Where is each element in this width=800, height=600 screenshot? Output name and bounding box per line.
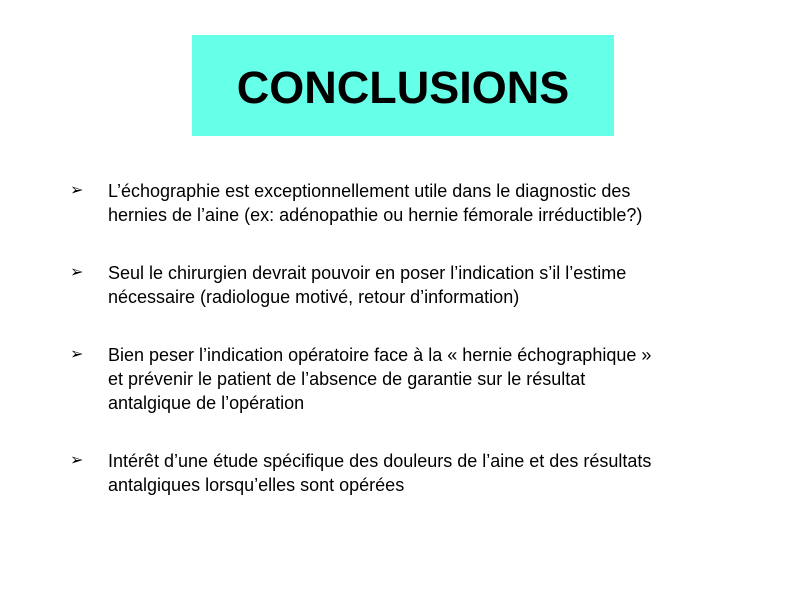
arrowhead-bullet-icon: ➢ [70, 452, 84, 469]
slide-title: CONCLUSIONS [236, 62, 570, 113]
arrowhead-bullet-icon: ➢ [70, 346, 84, 363]
bullet-text: Seul le chirurgien devrait pouvoir en poser l’indication s’il l’estime nécessaire (radiologue motivé, retour d’information) [108, 263, 627, 307]
bullet-text: Bien peser l’indication opératoire face à la « hernie échographique » et prévenir le patient de l’absence de garantie sur le résultat antalgique de l’opération [108, 345, 652, 413]
bullet-text: Intérêt d’une étude spécifique des douleurs de l’aine et des résultats antalgiques lorsqu’elles sont opérées [108, 451, 652, 495]
bullet-text: L’échographie est exceptionnellement utile dans le diagnostic des hernies de l’aine (ex: adénopathie ou hernie fémorale irréductible?) [108, 181, 643, 225]
arrowhead-bullet-icon: ➢ [70, 264, 84, 281]
arrowhead-bullet-icon: ➢ [70, 182, 84, 199]
